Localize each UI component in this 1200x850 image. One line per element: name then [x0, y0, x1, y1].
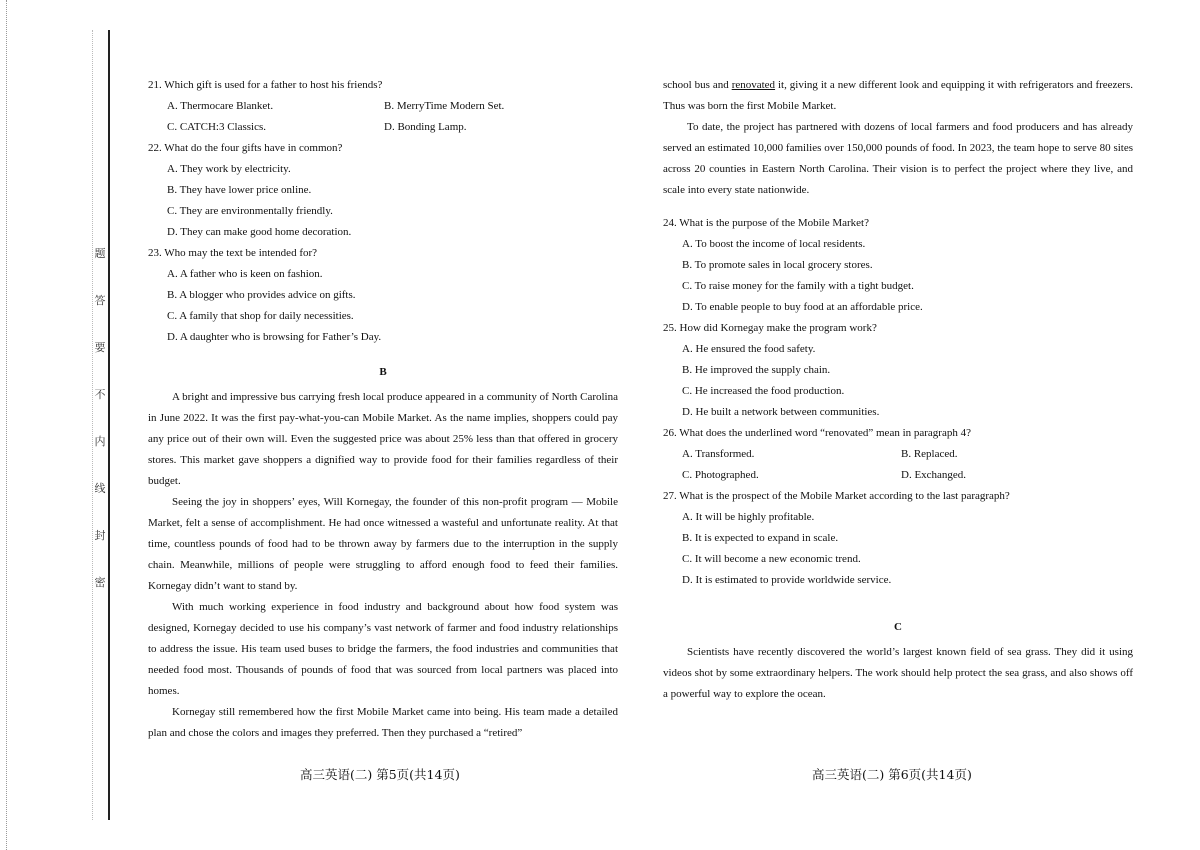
passage-paragraph: Scientists have recently discovered the world’s largest known field of sea grass. They did it using videos shot by some extraordinary helpers. The work should help protect the sea grass, and also shows off a powerful way to explore the ocean. — [663, 646, 1133, 700]
option-d: D. A daughter who is browsing for Father’s Day. — [167, 331, 382, 343]
option-c: C. He increased the food production. — [682, 385, 845, 397]
option-b: B. Replaced. — [901, 448, 958, 460]
option-b: B. He improved the supply chain. — [682, 364, 831, 376]
seal-char: 要 — [94, 341, 106, 354]
option-c: C. CATCH:3 Classics. — [167, 121, 267, 133]
option-a: A. He ensured the food safety. — [682, 343, 816, 355]
page-footer-right: 高三英语(二) 第6页(共14页) — [812, 767, 972, 782]
question-stem: 27. What is the prospect of the Mobile Market according to the last paragraph? — [663, 490, 1010, 502]
binding-dotted-line — [6, 0, 7, 850]
left-column — [148, 75, 618, 744]
text-segment: school bus and — [663, 79, 732, 91]
option-d: D. Exchanged. — [901, 469, 967, 481]
text-segment: it, giving it a new different look and equipping it with refrigerators and freezers. Thus was born the first Mobile Market. — [663, 79, 1133, 112]
option-a: A. A father who is keen on fashion. — [167, 268, 323, 280]
option-a: A. To boost the income of local residents. — [682, 238, 866, 250]
passage-paragraph: Kornegay still remembered how the first Mobile Market came into being. His team made a detailed plan and chose the colors and images they preferred. Then they purchased a “retired” — [148, 706, 618, 739]
option-a: A. They work by electricity. — [167, 163, 291, 175]
option-d: D. It is estimated to provide worldwide service. — [682, 574, 892, 586]
option-b: B. MerryTime Modern Set. — [384, 100, 505, 112]
option-a: A. Thermocare Blanket. — [167, 100, 274, 112]
option-c: C. They are environmentally friendly. — [167, 205, 333, 217]
question-stem: 21. Which gift is used for a father to host his friends? — [148, 79, 383, 91]
question-stem: 22. What do the four gifts have in common? — [148, 142, 343, 154]
option-d: D. He built a network between communities. — [682, 406, 880, 418]
seal-char: 密 — [94, 576, 106, 589]
option-c: C. It will become a new economic trend. — [682, 553, 861, 565]
seal-char: 封 — [94, 529, 106, 542]
question-22 — [148, 138, 618, 243]
seal-char: 线 — [94, 482, 106, 495]
seal-line — [108, 30, 110, 820]
option-c: C. To raise money for the family with a tight budget. — [682, 280, 914, 292]
option-b: B. A blogger who provides advice on gifts. — [167, 289, 356, 301]
seal-char: 答 — [94, 294, 106, 307]
section-heading-c: C — [894, 621, 902, 633]
option-c: C. A family that shop for daily necessities. — [167, 310, 354, 322]
option-d: D. Bonding Lamp. — [384, 121, 467, 133]
seal-char: 不 — [94, 388, 106, 401]
page-footer-left: 高三英语(二) 第5页(共14页) — [300, 767, 460, 782]
option-b: B. It is expected to expand in scale. — [682, 532, 839, 544]
option-a: A. It will be highly profitable. — [682, 511, 815, 523]
question-27 — [663, 486, 1133, 591]
seal-dotted-line — [92, 30, 93, 820]
right-column — [663, 75, 1133, 705]
passage-paragraph: Seeing the joy in shoppers’ eyes, Will Kornegay, the founder of this non-profit program — Mobile Market, felt a sense of accomplishment. He had once witnessed a wasteful and unfortunate reality. At that time, countless pounds of food had to be thrown away by farmers due to the interruption in the supply chain. Meanwhile, millions of people were struggling to afford enough food to feed their families. Kornegay didn’t want to stand by. — [148, 496, 618, 592]
seal-char: 题 — [94, 247, 106, 260]
question-24 — [663, 213, 1133, 318]
option-d: D. To enable people to buy food at an affordable price. — [682, 301, 923, 313]
question-stem: 24. What is the purpose of the Mobile Market? — [663, 217, 869, 229]
option-b: B. To promote sales in local grocery stores. — [682, 259, 873, 271]
option-c: C. Photographed. — [682, 469, 759, 481]
question-25 — [663, 318, 1133, 423]
passage-paragraph: A bright and impressive bus carrying fresh local produce appeared in a community of North Carolina in June 2022. It was the first pay-what-you-can Mobile Market. As the name implies, shoppers could pay any price out of their own will. Even the suggested price was about 25% less than that offered in grocery stores. This market gave shoppers a dignified way to provide food for their families regardless of their budget. — [148, 391, 618, 487]
section-heading-b: B — [379, 366, 387, 378]
question-stem: 26. What does the underlined word “renovated” mean in paragraph 4? — [663, 427, 971, 439]
question-21 — [148, 75, 618, 138]
question-stem: 25. How did Kornegay make the program work? — [663, 322, 877, 334]
question-23 — [148, 243, 618, 348]
passage-paragraph: With much working experience in food industry and background about how food system was designed, Kornegay decided to use his company’s vast network of farmer and food industry relationships to address the issue. His team used buses to bridge the farmers, the food industries and communities that needed food most. Thousands of pounds of food that was sourced from local partners was placed into homes. — [148, 601, 618, 697]
seal-char: 内 — [94, 435, 106, 448]
option-b: B. They have lower price online. — [167, 184, 312, 196]
passage-paragraph: To date, the project has partnered with dozens of local farmers and food producers and has already served an estimated 10,000 families over 150,000 pounds of food. In 2023, the team hope to serve 80 sites across 20 counties in Eastern North Carolina. Their vision is to perfect the project where they live, and scale into every state nationwide. — [663, 121, 1133, 196]
question-stem: 23. Who may the text be intended for? — [148, 247, 318, 259]
underlined-word: renovated — [731, 79, 776, 91]
option-a: A. Transformed. — [682, 448, 755, 460]
question-26 — [663, 423, 1133, 486]
option-d: D. They can make good home decoration. — [167, 226, 352, 238]
passage-paragraph-continued — [663, 75, 1133, 117]
